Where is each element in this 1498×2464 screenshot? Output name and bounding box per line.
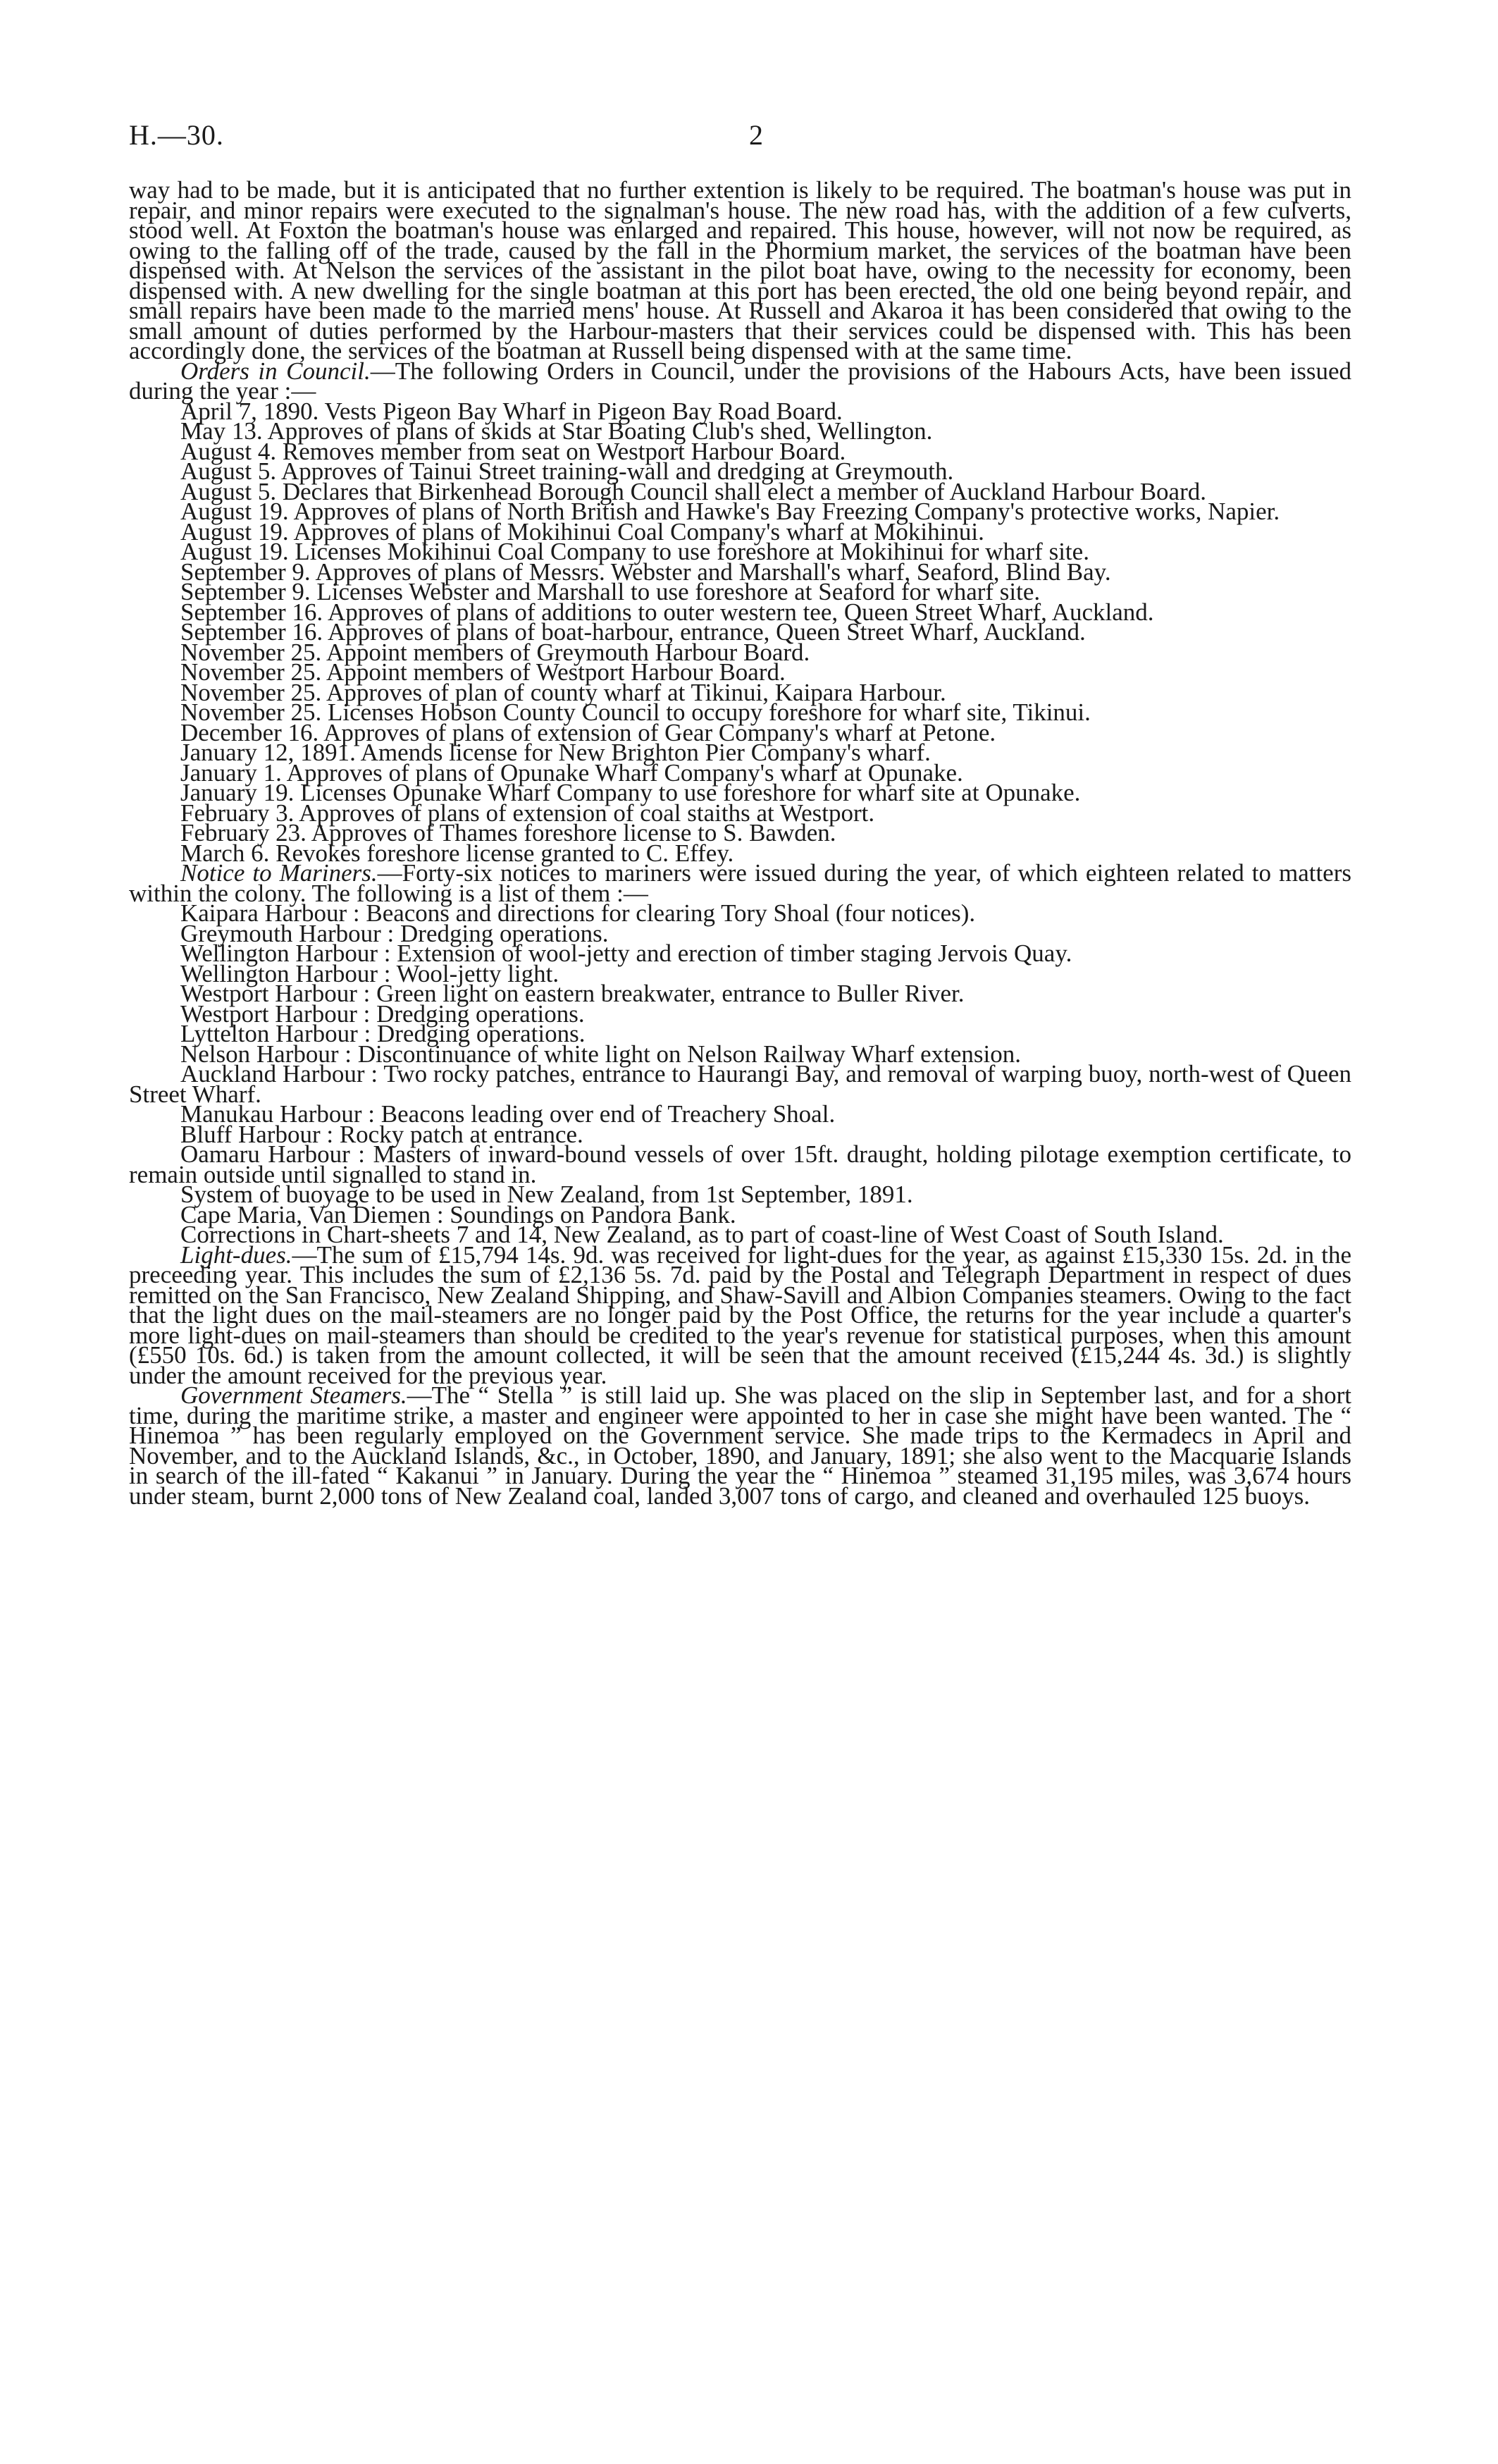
- orders-list: [129, 397, 1351, 867]
- notice-item: Kaipara Harbour : Beacons and directions for clearing Tory Shoal (four notices).: [180, 899, 976, 927]
- notice-item: Nelson Harbour : Discontinuance of white light on Nelson Railway Wharf extension.: [180, 1040, 1021, 1068]
- steamers-text: —The “ Stella ” is still laid up. She was placed on the slip in September last, and for a short time, during the maritime strike, a master and engineer were appointed to her in case she might have been wanted. The “ Hinemoa ” has been regularly employed on the Government service. She made trips to the Kermadecs in April and November, and to the Auckland Islands, &c., in October, 1890, and January, 1891; she also went to the Macquarie Islands in search of the ill-fated “ Kakanui ” in January. During the year the “ Hinemoa ” steamed 31,195 miles, was 3,674 hours under steam, burnt 2,000 tons of New Zealand coal, landed 3,007 tons of cargo, and cleaned and overhauled 125 buoys.: [129, 1381, 1351, 1510]
- order-item: August 19. Licenses Mokihinui Coal Company to use foreshore at Mokihinui for wharf site.: [180, 538, 1089, 565]
- order-item: February 3. Approves of plans of extension of coal staiths at Westport.: [180, 799, 875, 827]
- order-item: December 16. Approves of plans of extension of Gear Company's wharf at Petone.: [180, 718, 996, 746]
- order-item: August 5. Declares that Birkenhead Borough Council shall elect a member of Auckland Harbour Board.: [180, 477, 1206, 505]
- order-item: March 6. Revokes foreshore license granted to C. Effey.: [180, 839, 734, 867]
- notice-item: Lyttelton Harbour : Dredging operations.: [180, 1020, 586, 1047]
- notice-item: Westport Harbour : Dredging operations.: [180, 999, 585, 1028]
- notice-item: Wellington Harbour : Wool-jetty light.: [180, 959, 559, 987]
- order-item: May 13. Approves of plans of skids at Star Boating Club's shed, Wellington.: [180, 417, 933, 445]
- notice-item: Bluff Harbour : Rocky patch at entrance.: [180, 1120, 583, 1148]
- notices-list: [129, 899, 1351, 1248]
- notices-heading: Notice to Mariners.: [180, 859, 378, 887]
- steamers-heading: Government Steamers.: [180, 1381, 407, 1409]
- order-item: November 25. Approves of plan of county wharf at Tikinui, Kaipara Harbour.: [180, 678, 946, 706]
- order-item: January 19. Licenses Opunake Wharf Company to use foreshore for wharf site at Opunake.: [180, 779, 1081, 806]
- notice-item: Wellington Harbour : Extension of wool-jetty and erection of timber staging Jervois Quay.: [180, 940, 1072, 967]
- order-item: August 19. Approves of plans of North British and Hawke's Bay Freezing Company's protective works, Napier.: [180, 498, 1280, 525]
- orders-lead: —The following Orders in Council, under the provisions of the Habours Acts, have been issued during the year :—: [129, 357, 1351, 405]
- intro-paragraph: way had to be made, but it is anticipated that no further extention is likely to be required. The boatman's house was put in repair, and minor repairs were executed to the signalman's house. The new road has, with the addition of a few culverts, stood well. At Foxton the boatman's house was enlarged and repaired. This house, however, will not now be required, as owing to the falling off of the trade, caused by the fall in the Phormium market, the services of the boatman have been dispensed with. At Nelson the services of the assistant in the pilot boat have, owing to the necessity for economy, been dispensed with. A new dwelling for the single boatman at this port has been erected, the old one being beyond repair, and small repairs have been made to the married mens' house. At Russell and Akaroa it has been considered that owing to the small amount of duties performed by the Harbour-masters that their services could be dispensed with. This has been accordingly done, the services of the boatman at Russell being dispensed with at the same time.: [129, 176, 1351, 364]
- notice-item: Greymouth Harbour : Dredging operations.: [180, 919, 609, 947]
- page-header: [129, 118, 1369, 158]
- notice-item: Auckland Harbour : Two rocky patches, entrance to Haurangi Bay, and removal of warping buoy, north-west of Queen Street Wharf.: [129, 1060, 1351, 1108]
- order-item: September 9. Licenses Webster and Marshall to use foreshore at Seaford for wharf site.: [180, 578, 1041, 605]
- orders-lead-paragraph: [129, 357, 1351, 405]
- light-dues-text: —The sum of £15,794 14s. 9d. was received for light-dues for the year, as against £15,330 15s. 2d. in the preceeding year. This includes the sum of £2,136 5s. 7d. paid by the Postal and Telegraph Department in respect of dues remitted on the San Francisco, New Zealand Shipping, and Shaw-Savill and Albion Companies steamers. Owing to the fact that the light dues on the mail-steamers are no longer paid by the Post Office, the returns for the year include a quarter's more light-dues on mail-steamers than should be credited to the year's revenue for statistical purposes, when this amount (£550 10s. 6d.) is taken from the amount collected, it will be seen that the amount received (£15,244 4s. 3d.) is slightly under the amount received for the previous year.: [129, 1240, 1351, 1389]
- order-item: August 19. Approves of plans of Mokihinui Coal Company's wharf at Mokihinui.: [180, 517, 984, 546]
- order-item: August 4. Removes member from seat on Westport Harbour Board.: [180, 437, 846, 465]
- order-item: November 25. Appoint members of Greymouth Harbour Board.: [180, 638, 810, 666]
- notice-item: Cape Maria, Van Diemen : Soundings on Pandora Bank.: [180, 1200, 736, 1228]
- order-item: September 9. Approves of plans of Messrs. Webster and Marshall's wharf, Seaford, Blind Bay.: [180, 558, 1111, 586]
- notice-item: Manukau Harbour : Beacons leading over end of Treachery Shoal.: [180, 1100, 836, 1128]
- light-dues-heading: Light-dues.: [180, 1240, 292, 1269]
- order-item: August 5. Approves of Tainui Street training-wall and dredging at Greymouth.: [180, 457, 954, 485]
- order-item: November 25. Licenses Hobson County Council to occupy foreshore for wharf site, Tikinui.: [180, 698, 1091, 726]
- orders-heading: Orders in Council.: [180, 357, 371, 385]
- document-id: H.—30.: [129, 119, 224, 151]
- notice-item: Corrections in Chart-sheets 7 and 14, New Zealand, as to part of coast-line of West Coast of South Island.: [180, 1221, 1224, 1248]
- order-item: November 25. Appoint members of Westport Harbour Board.: [180, 658, 786, 686]
- order-item: February 23. Approves of Thames foreshore license to S. Bawden.: [180, 819, 836, 846]
- light-dues-paragraph: [129, 1240, 1351, 1389]
- order-item: September 16. Approves of plans of additions to outer western tee, Queen Street Wharf, Auckland.: [180, 598, 1154, 626]
- order-item: January 1. Approves of plans of Opunake Wharf Company's wharf at Opunake.: [180, 758, 963, 787]
- body-text: [129, 176, 1351, 1510]
- steamers-paragraph: [129, 1381, 1351, 1510]
- notice-item: Westport Harbour : Green light on eastern breakwater, entrance to Buller River.: [180, 980, 965, 1007]
- page-number: 2: [749, 119, 763, 151]
- notice-item: System of buoyage to be used in New Zealand, from 1st September, 1891.: [180, 1181, 913, 1208]
- notice-item: Oamaru Harbour : Masters of inward-bound vessels of over 15ft. draught, holding pilotage exemption certificate, to remain outside until signalled to stand in.: [129, 1140, 1351, 1188]
- order-item: September 16. Approves of plans of boat-harbour, entrance, Queen Street Wharf, Auckland.: [180, 618, 1086, 646]
- order-item: January 12, 1891. Amends license for New Brighton Pier Company's wharf.: [180, 739, 931, 766]
- order-item: April 7, 1890. Vests Pigeon Bay Wharf in Pigeon Bay Road Board.: [180, 397, 843, 425]
- notices-lead-paragraph: [129, 859, 1351, 907]
- notices-lead: —Forty-six notices to mariners were issued during the year, of which eighteen related to matters within the colony. The following is a list of them :—: [129, 859, 1351, 907]
